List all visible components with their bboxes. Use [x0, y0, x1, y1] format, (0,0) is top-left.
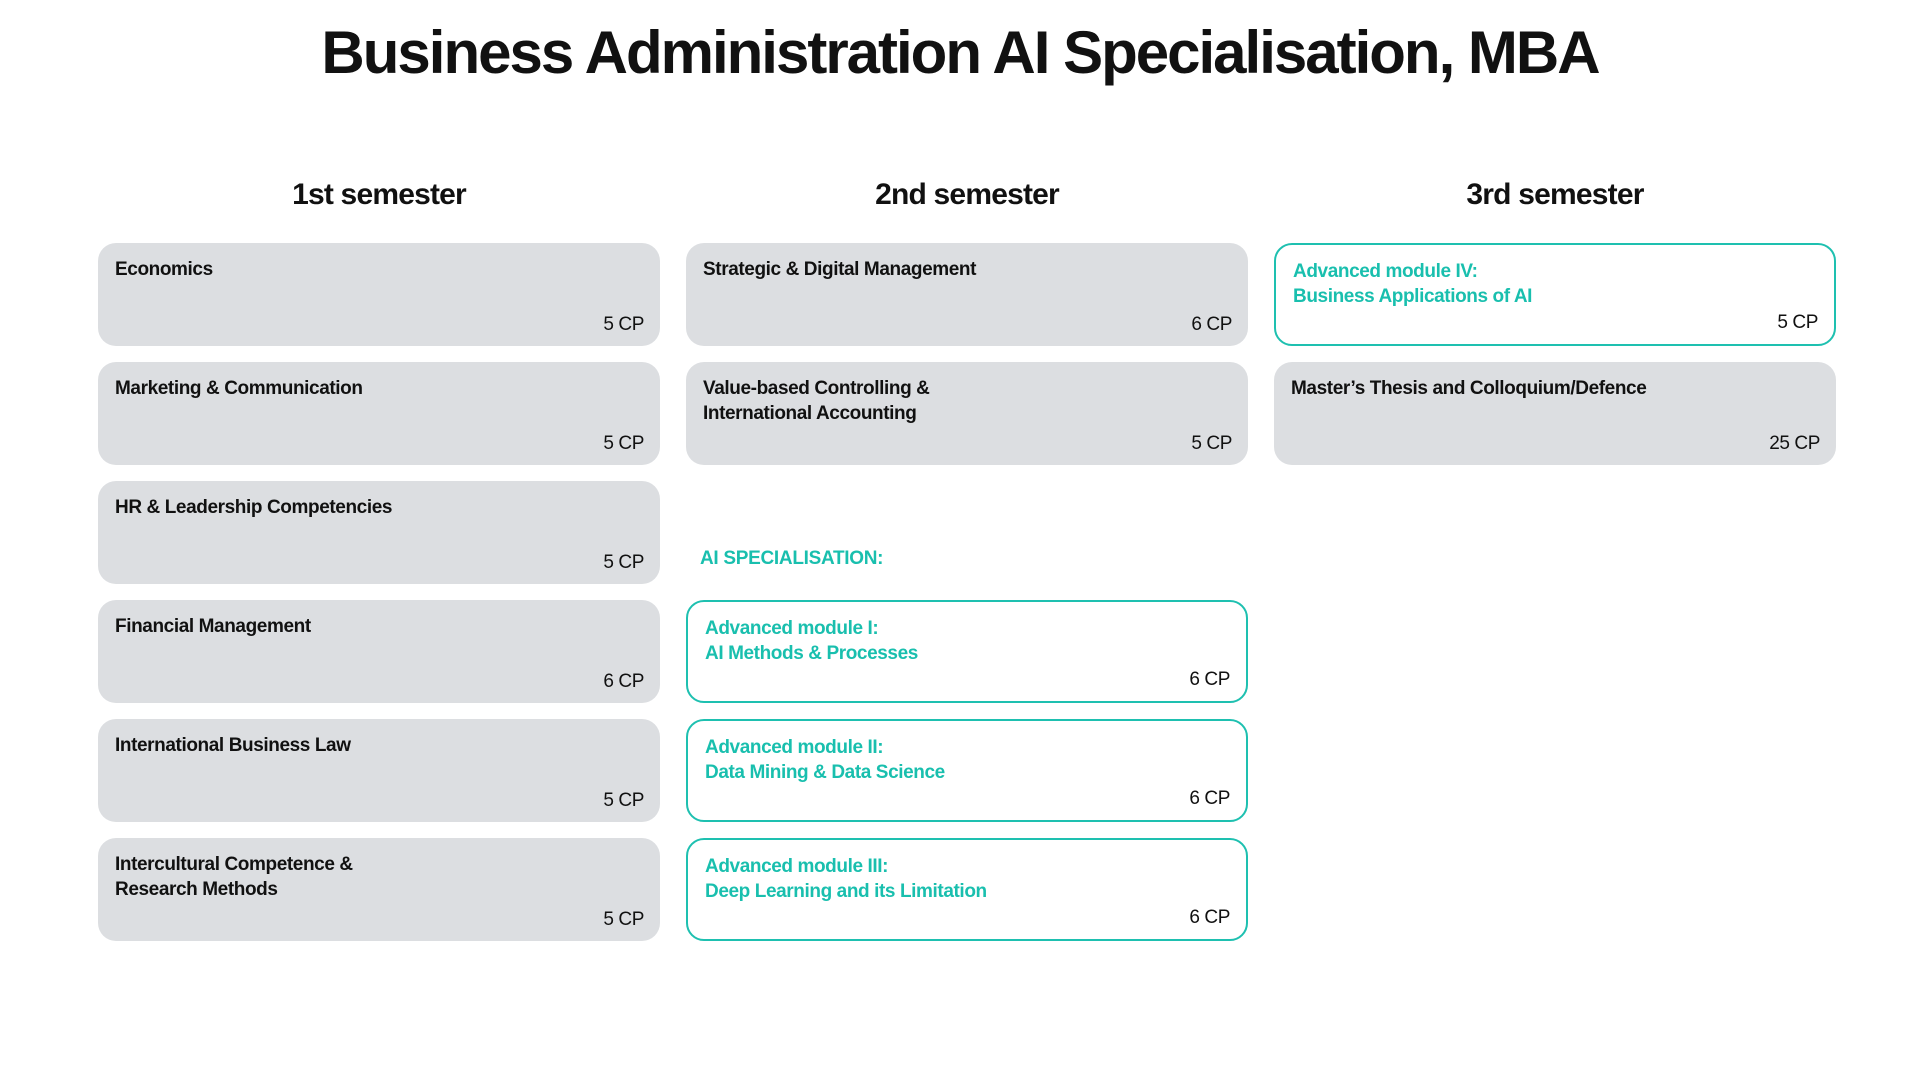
module-card-masters-thesis [1274, 362, 1836, 465]
ai-specialisation-label: AI SPECIALISATION: [700, 548, 884, 569]
module-credits: 6 CP [1189, 669, 1230, 690]
module-name: Advanced module I: AI Methods & Processes [705, 618, 918, 664]
module-name: Economics [115, 259, 213, 280]
module-name: Intercultural Competence & Research Methods [115, 854, 353, 900]
module-credits: 5 CP [603, 433, 644, 454]
module-credits: 5 CP [1191, 433, 1232, 454]
module-name: Financial Management [115, 616, 311, 637]
module-name: HR & Leadership Competencies [115, 497, 393, 518]
module-card-advanced-4 [1274, 243, 1836, 346]
module-credits: 5 CP [603, 909, 644, 930]
module-name: Value-based Controlling & International Accounting [703, 378, 930, 424]
module-card-controlling-accounting [686, 362, 1248, 465]
module-name: Advanced module III: Deep Learning and its Limitation [705, 856, 987, 902]
module-credits: 5 CP [603, 790, 644, 811]
module-credits: 5 CP [1777, 312, 1818, 333]
module-credits: 6 CP [1191, 314, 1232, 335]
module-name: Marketing & Communication [115, 378, 363, 399]
semester-3-heading: 3rd semester [1466, 178, 1644, 211]
module-card-economics [98, 243, 660, 346]
module-card-strategic-digital [686, 243, 1248, 346]
module-card-business-law [98, 719, 660, 822]
module-credits: 6 CP [603, 671, 644, 692]
module-card-advanced-2 [686, 719, 1248, 822]
module-credits: 25 CP [1769, 433, 1820, 454]
module-name: Advanced module II: Data Mining & Data Science [705, 737, 945, 783]
module-card-hr-leadership [98, 481, 660, 584]
module-name: Master’s Thesis and Colloquium/Defence [1291, 378, 1647, 399]
module-card-financial-management [98, 600, 660, 703]
semester-1-heading: 1st semester [292, 178, 466, 211]
module-card-intercultural [98, 838, 660, 941]
module-credits: 6 CP [1189, 907, 1230, 928]
page-title: Business Administration AI Specialisation, MBA [321, 19, 1599, 86]
module-credits: 5 CP [603, 552, 644, 573]
module-credits: 6 CP [1189, 788, 1230, 809]
module-credits: 5 CP [603, 314, 644, 335]
module-card-advanced-1 [686, 600, 1248, 703]
module-name: International Business Law [115, 735, 351, 756]
module-card-advanced-3 [686, 838, 1248, 941]
module-name: Advanced module IV: Business Applications of AI [1293, 261, 1533, 307]
module-name: Strategic & Digital Management [703, 259, 977, 280]
module-card-marketing [98, 362, 660, 465]
semester-2-heading: 2nd semester [875, 178, 1059, 211]
